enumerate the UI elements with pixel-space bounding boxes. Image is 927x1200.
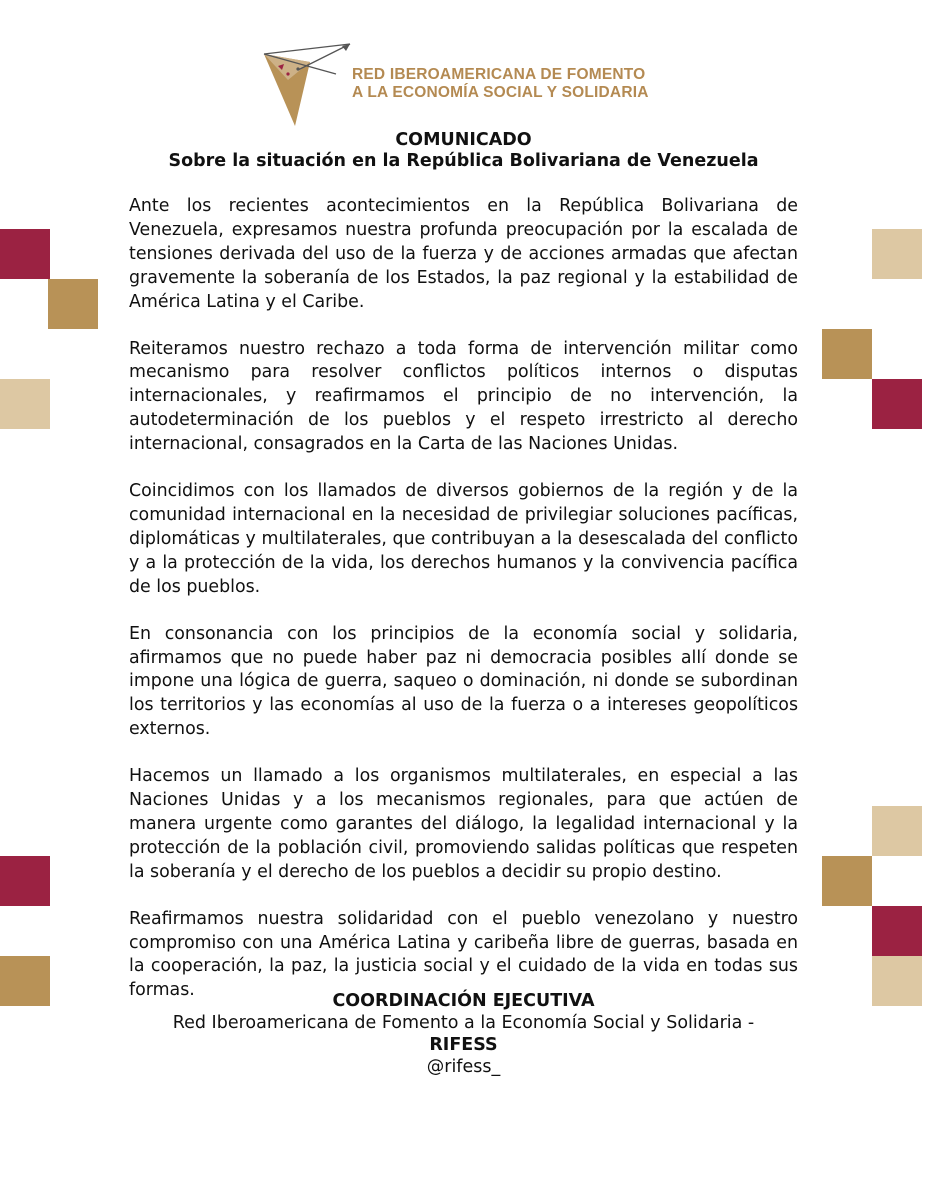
signature-handle: @rifess_ [426, 1057, 501, 1077]
decor-square [872, 379, 922, 429]
logo-text [352, 66, 649, 102]
paragraph: En consonancia con los principios de la economía social y solidaria, afirmamos que no puede haber paz ni democracia posibles allí donde se impone una lógica de guerra, saqueo o dominación, ni donde se subordinan los territorios y las economías al uso de la fuerza o a intereses geopolíticos externos. [129, 623, 798, 740]
paragraph: Reafirmamos nuestra solidaridad con el pueblo venezolano y nuestro compromiso con una América Latina y caribeña libre de guerras, basada en la cooperación, la paz, la justicia social y el cuidado de la vida en todas sus formas. [129, 908, 798, 1001]
decor-square [0, 229, 50, 279]
document-body [129, 195, 798, 1026]
paragraph: Coincidimos con los llamados de diversos gobiernos de la región y de la comunidad internacional en la necesidad de privilegiar soluciones pacíficas, diplomáticas y multilaterales, que contribuyan a la desescalada del conflicto y a la protección de la vida, los derechos humanos y la convivencia pacífica de los pueblos. [129, 481, 798, 597]
decor-square [822, 856, 872, 906]
decor-square [48, 279, 98, 329]
decor-square [0, 379, 50, 429]
logo-line-2: A LA ECONOMÍA SOCIAL Y SOLIDARIA [352, 84, 649, 101]
decor-square [872, 229, 922, 279]
paragraph: Ante los recientes acontecimientos en la República Bolivariana de Venezuela, expresamos nuestra profunda preocupación por la escalada de tensiones derivada del uso de la fuerza y de acciones armadas que afectan gravemente la soberanía de los Estados, la paz regional y la estabilidad de América Latina y el Caribe. [129, 196, 798, 312]
signature-org: Red Iberoamericana de Fomento a la Economía Social y Solidaria - [172, 1013, 755, 1033]
paragraph: Reiteramos nuestro rechazo a toda forma de intervención militar como mecanismo para resolver conflictos políticos internos o disputas internacionales, y reafirmamos el principio de no intervención, la autodeterminación de los pueblos y el respeto irrestricto al derecho internacional, consagrados en la Carta de las Naciones Unidas. [129, 338, 798, 455]
logo-line-1: RED IBEROAMERICANA DE FOMENTO [352, 66, 646, 83]
rifess-logo [258, 40, 678, 130]
decor-square [822, 329, 872, 379]
signature-acronym: RIFESS [429, 1035, 498, 1055]
decor-square [872, 806, 922, 856]
signature-title: COORDINACIÓN EJECUTIVA [332, 991, 595, 1011]
paragraph: Hacemos un llamado a los organismos multilaterales, en especial a las Naciones Unidas y a los mecanismos regionales, para que actúen de manera urgente como garantes del diálogo, la legalidad internacional y la protección de la población civil, promoviendo salidas políticas que respeten la soberanía y el derecho de los pueblos a decidir su propio destino. [129, 766, 798, 882]
logo-mark-icon [258, 40, 354, 130]
document-header [0, 130, 927, 172]
signature-block [0, 990, 927, 1078]
decor-square [0, 856, 50, 906]
document-subtitle: Sobre la situación en la República Bolivariana de Venezuela [168, 151, 759, 171]
decor-square [872, 906, 922, 956]
document-title: COMUNICADO [395, 130, 532, 150]
